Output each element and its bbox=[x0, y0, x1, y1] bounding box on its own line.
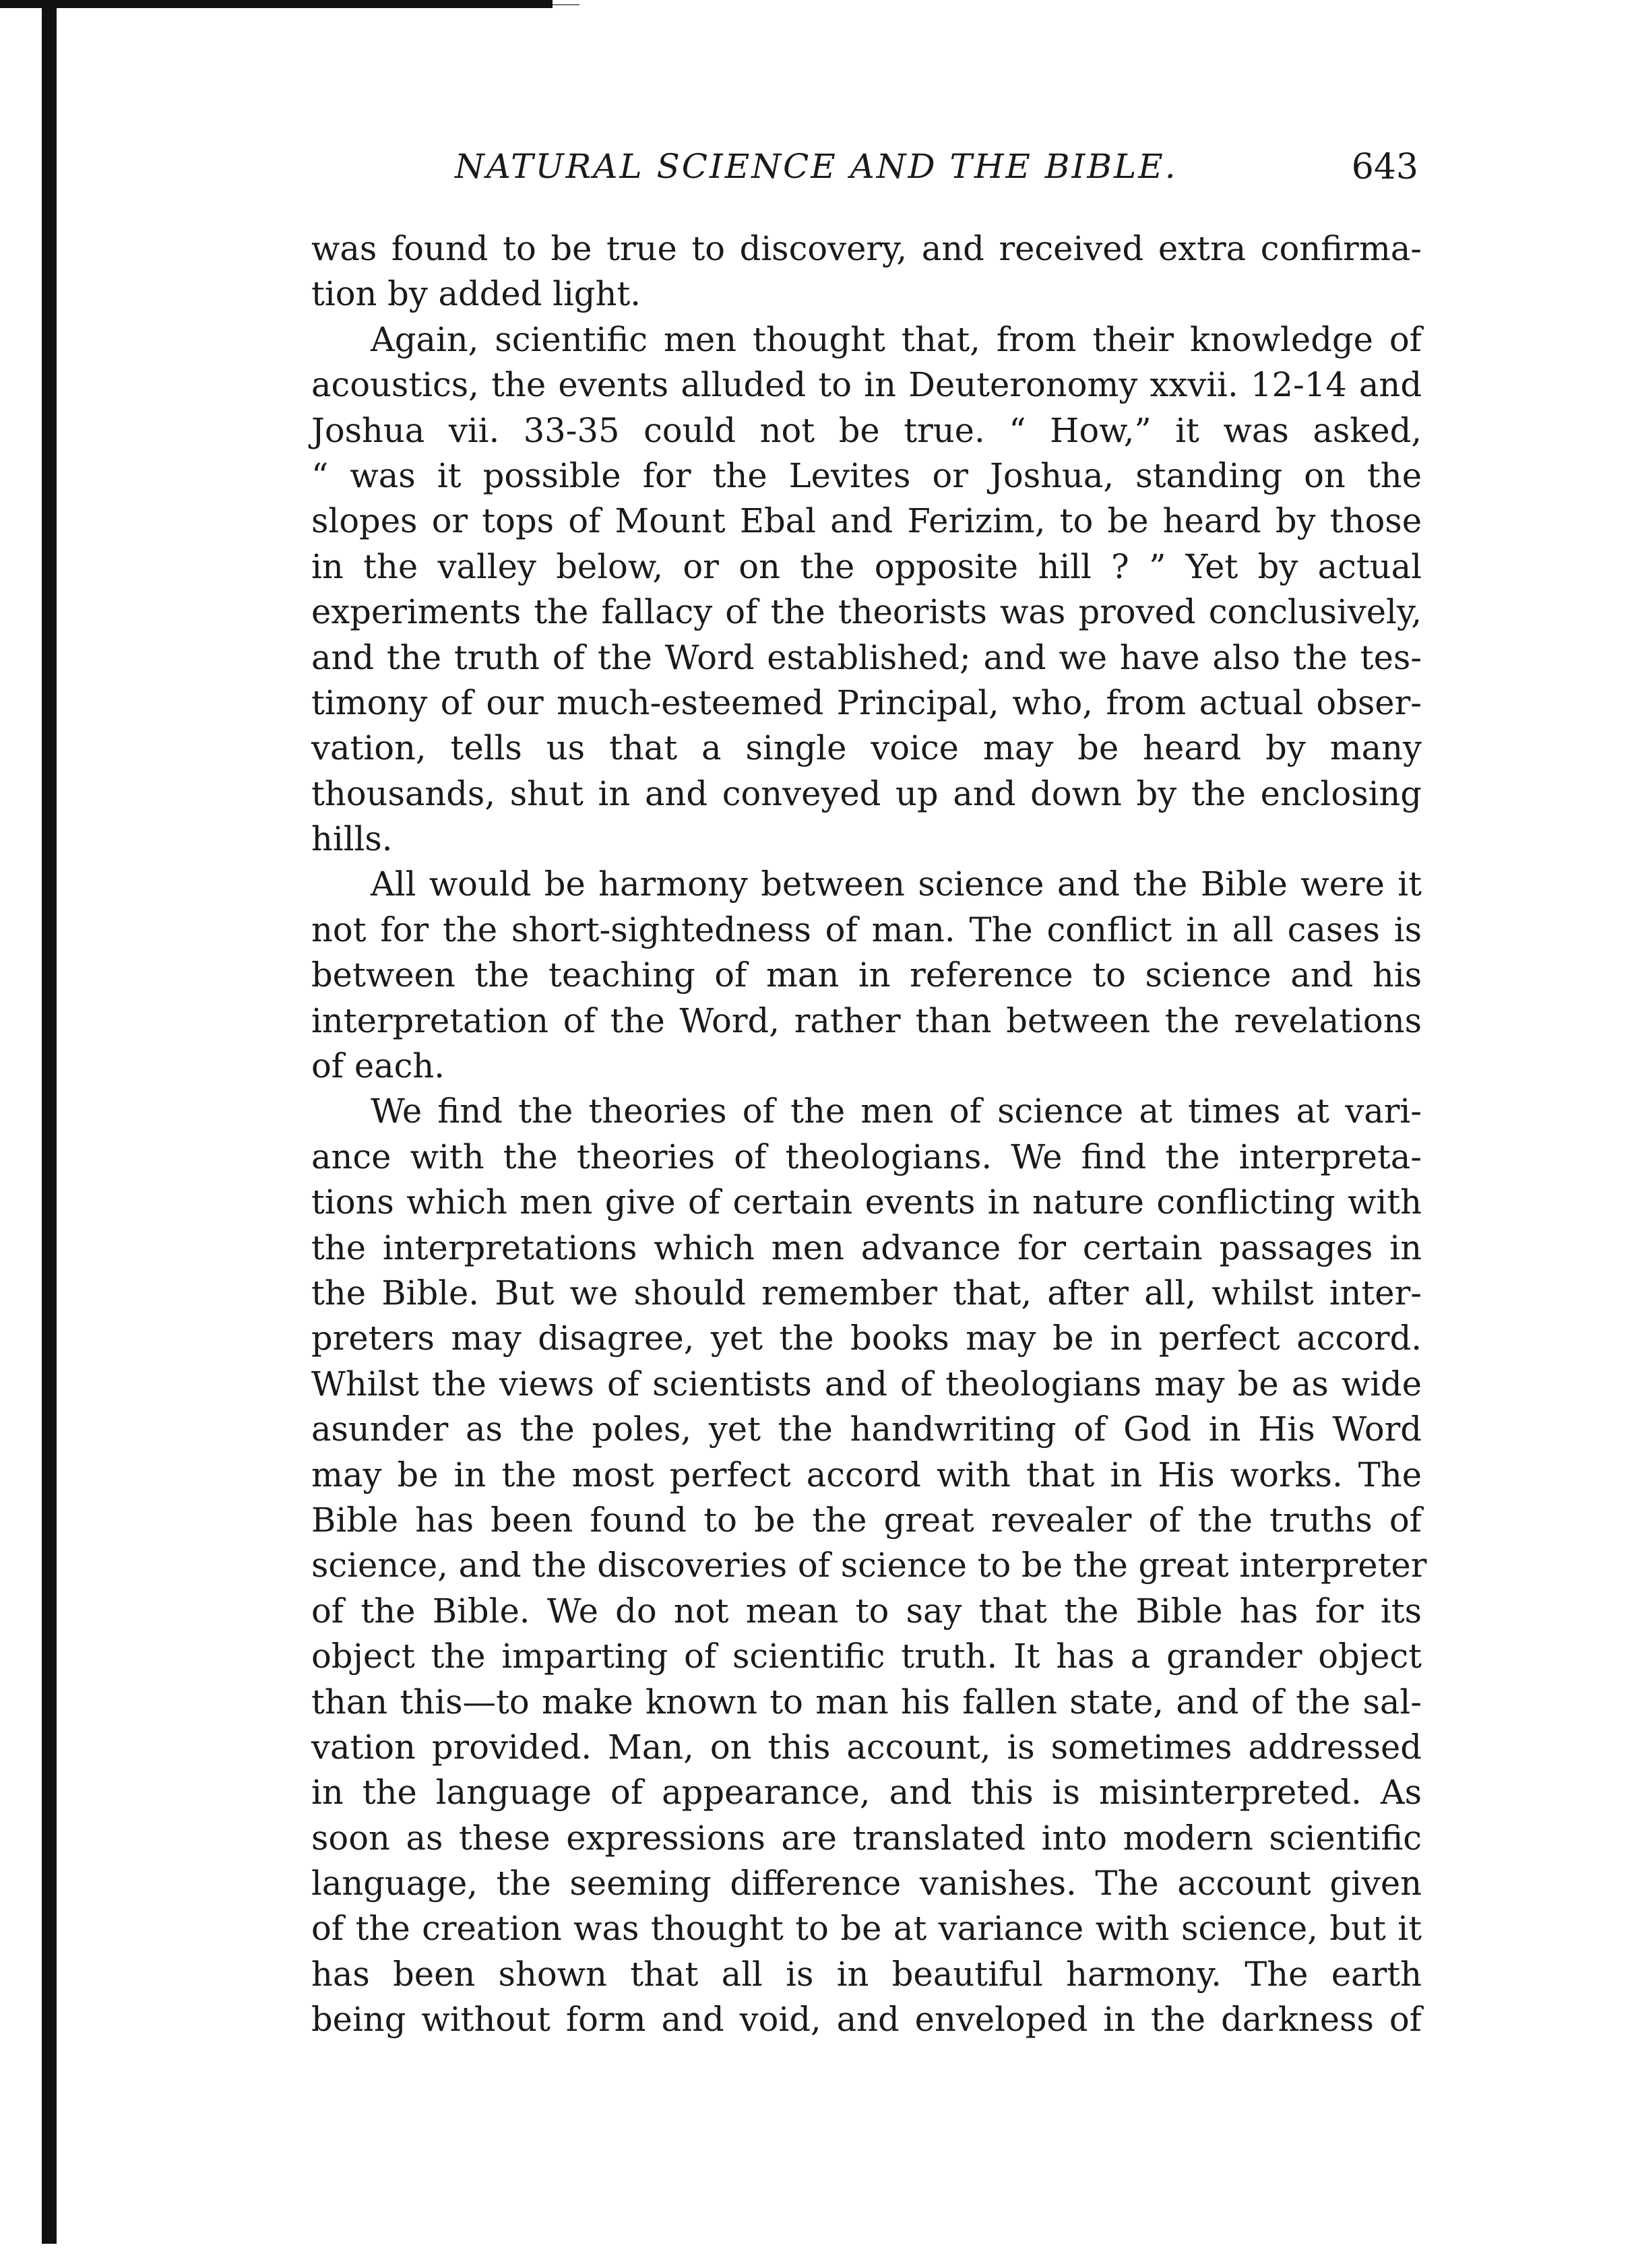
text-line: vation, tells us that a single voice may be heard by many bbox=[311, 728, 1422, 768]
text-line: the Bible. But we should remember that, after all, whilst inter- bbox=[311, 1273, 1422, 1313]
text-line: object the imparting of scientific truth. It has a grander object bbox=[311, 1637, 1422, 1676]
text-line: Joshua vii. 33-35 could not be true. “ How,” it was asked, bbox=[311, 410, 1422, 450]
text-line: Whilst the views of scientists and of theologians may be as wide bbox=[311, 1364, 1422, 1404]
text-line: ance with the theories of theologians. We find the interpreta- bbox=[311, 1137, 1422, 1176]
text-line: of the creation was thought to be at variance with science, but it bbox=[311, 1909, 1422, 1949]
text-line: “ was it possible for the Levites or Joshua, standing on the bbox=[311, 455, 1422, 495]
text-line: We find the theories of the men of science at times at vari- bbox=[371, 1092, 1422, 1131]
text-line: interpretation of the Word, rather than between the revelations bbox=[311, 1001, 1422, 1040]
page-header bbox=[310, 147, 1418, 195]
running-title: NATURAL SCIENCE AND THE BIBLE. bbox=[455, 147, 1178, 186]
text-line: tion by added light. bbox=[311, 274, 641, 314]
text-line: vation provided. Man, on this account, is sometimes addressed bbox=[311, 1727, 1422, 1767]
text-line: All would be harmony between science and the Bible were it bbox=[371, 864, 1422, 904]
text-line: the interpretations which men advance for certain passages in bbox=[311, 1228, 1422, 1267]
text-line: Bible has been found to be the great revealer of the truths of bbox=[311, 1500, 1422, 1540]
text-line: preters may disagree, yet the books may be in perfect accord. bbox=[311, 1319, 1422, 1358]
text-line: not for the short-sightedness of man. The conflict in all cases is bbox=[311, 910, 1422, 949]
text-line: was found to be true to discovery, and received extra confirma- bbox=[311, 229, 1422, 268]
text-line: timony of our much-esteemed Principal, who, from actual obser- bbox=[311, 683, 1422, 722]
text-line: acoustics, the events alluded to in Deuteronomy xxvii. 12-14 and bbox=[311, 365, 1422, 405]
top-edge-rule-thin bbox=[553, 4, 579, 5]
text-line: Again, scientific men thought that, from their knowledge of bbox=[371, 319, 1422, 359]
text-line: being without form and void, and enveloped in the darkness of bbox=[311, 2000, 1422, 2040]
text-line: in the valley below, or on the opposite hill ? ” Yet by actual bbox=[311, 546, 1422, 586]
text-line: tions which men give of certain events in nature conflicting with bbox=[311, 1183, 1422, 1222]
text-line: experiments the fallacy of the theorists was proved conclusively, bbox=[311, 592, 1422, 632]
text-line: than this—to make known to man his fallen state, and of the sal- bbox=[311, 1682, 1422, 1722]
text-line: soon as these expressions are translated into modern scientific bbox=[311, 1818, 1422, 1858]
text-line: thousands, shut in and conveyed up and down by the enclosing bbox=[311, 774, 1422, 813]
top-edge-rule bbox=[0, 0, 553, 8]
text-line: asunder as the poles, yet the handwriting of God in His Word bbox=[311, 1410, 1422, 1449]
text-line: science, and the discoveries of science to be the great interpreter bbox=[311, 1546, 1427, 1585]
text-line: slopes or tops of Mount Ebal and Ferizim, to be heard by those bbox=[311, 501, 1422, 541]
text-line: of the Bible. We do not mean to say that the Bible has for its bbox=[311, 1591, 1422, 1631]
text-line: in the language of appearance, and this is misinterpreted. As bbox=[311, 1773, 1422, 1813]
text-line: hills. bbox=[311, 819, 393, 859]
page-number: 643 bbox=[1351, 147, 1418, 187]
text-line: between the teaching of man in reference to science and his bbox=[311, 955, 1422, 995]
binding-edge-shadow bbox=[42, 0, 57, 2244]
text-line: of each. bbox=[311, 1046, 445, 1086]
text-line: may be in the most perfect accord with that in His works. The bbox=[311, 1455, 1422, 1494]
text-line: language, the seeming difference vanishes. The account given bbox=[311, 1864, 1422, 1903]
text-line: has been shown that all is in beautiful harmony. The earth bbox=[311, 1954, 1422, 1994]
text-line: and the truth of the Word established; and we have also the tes- bbox=[311, 637, 1422, 677]
body-text bbox=[311, 226, 1427, 2043]
